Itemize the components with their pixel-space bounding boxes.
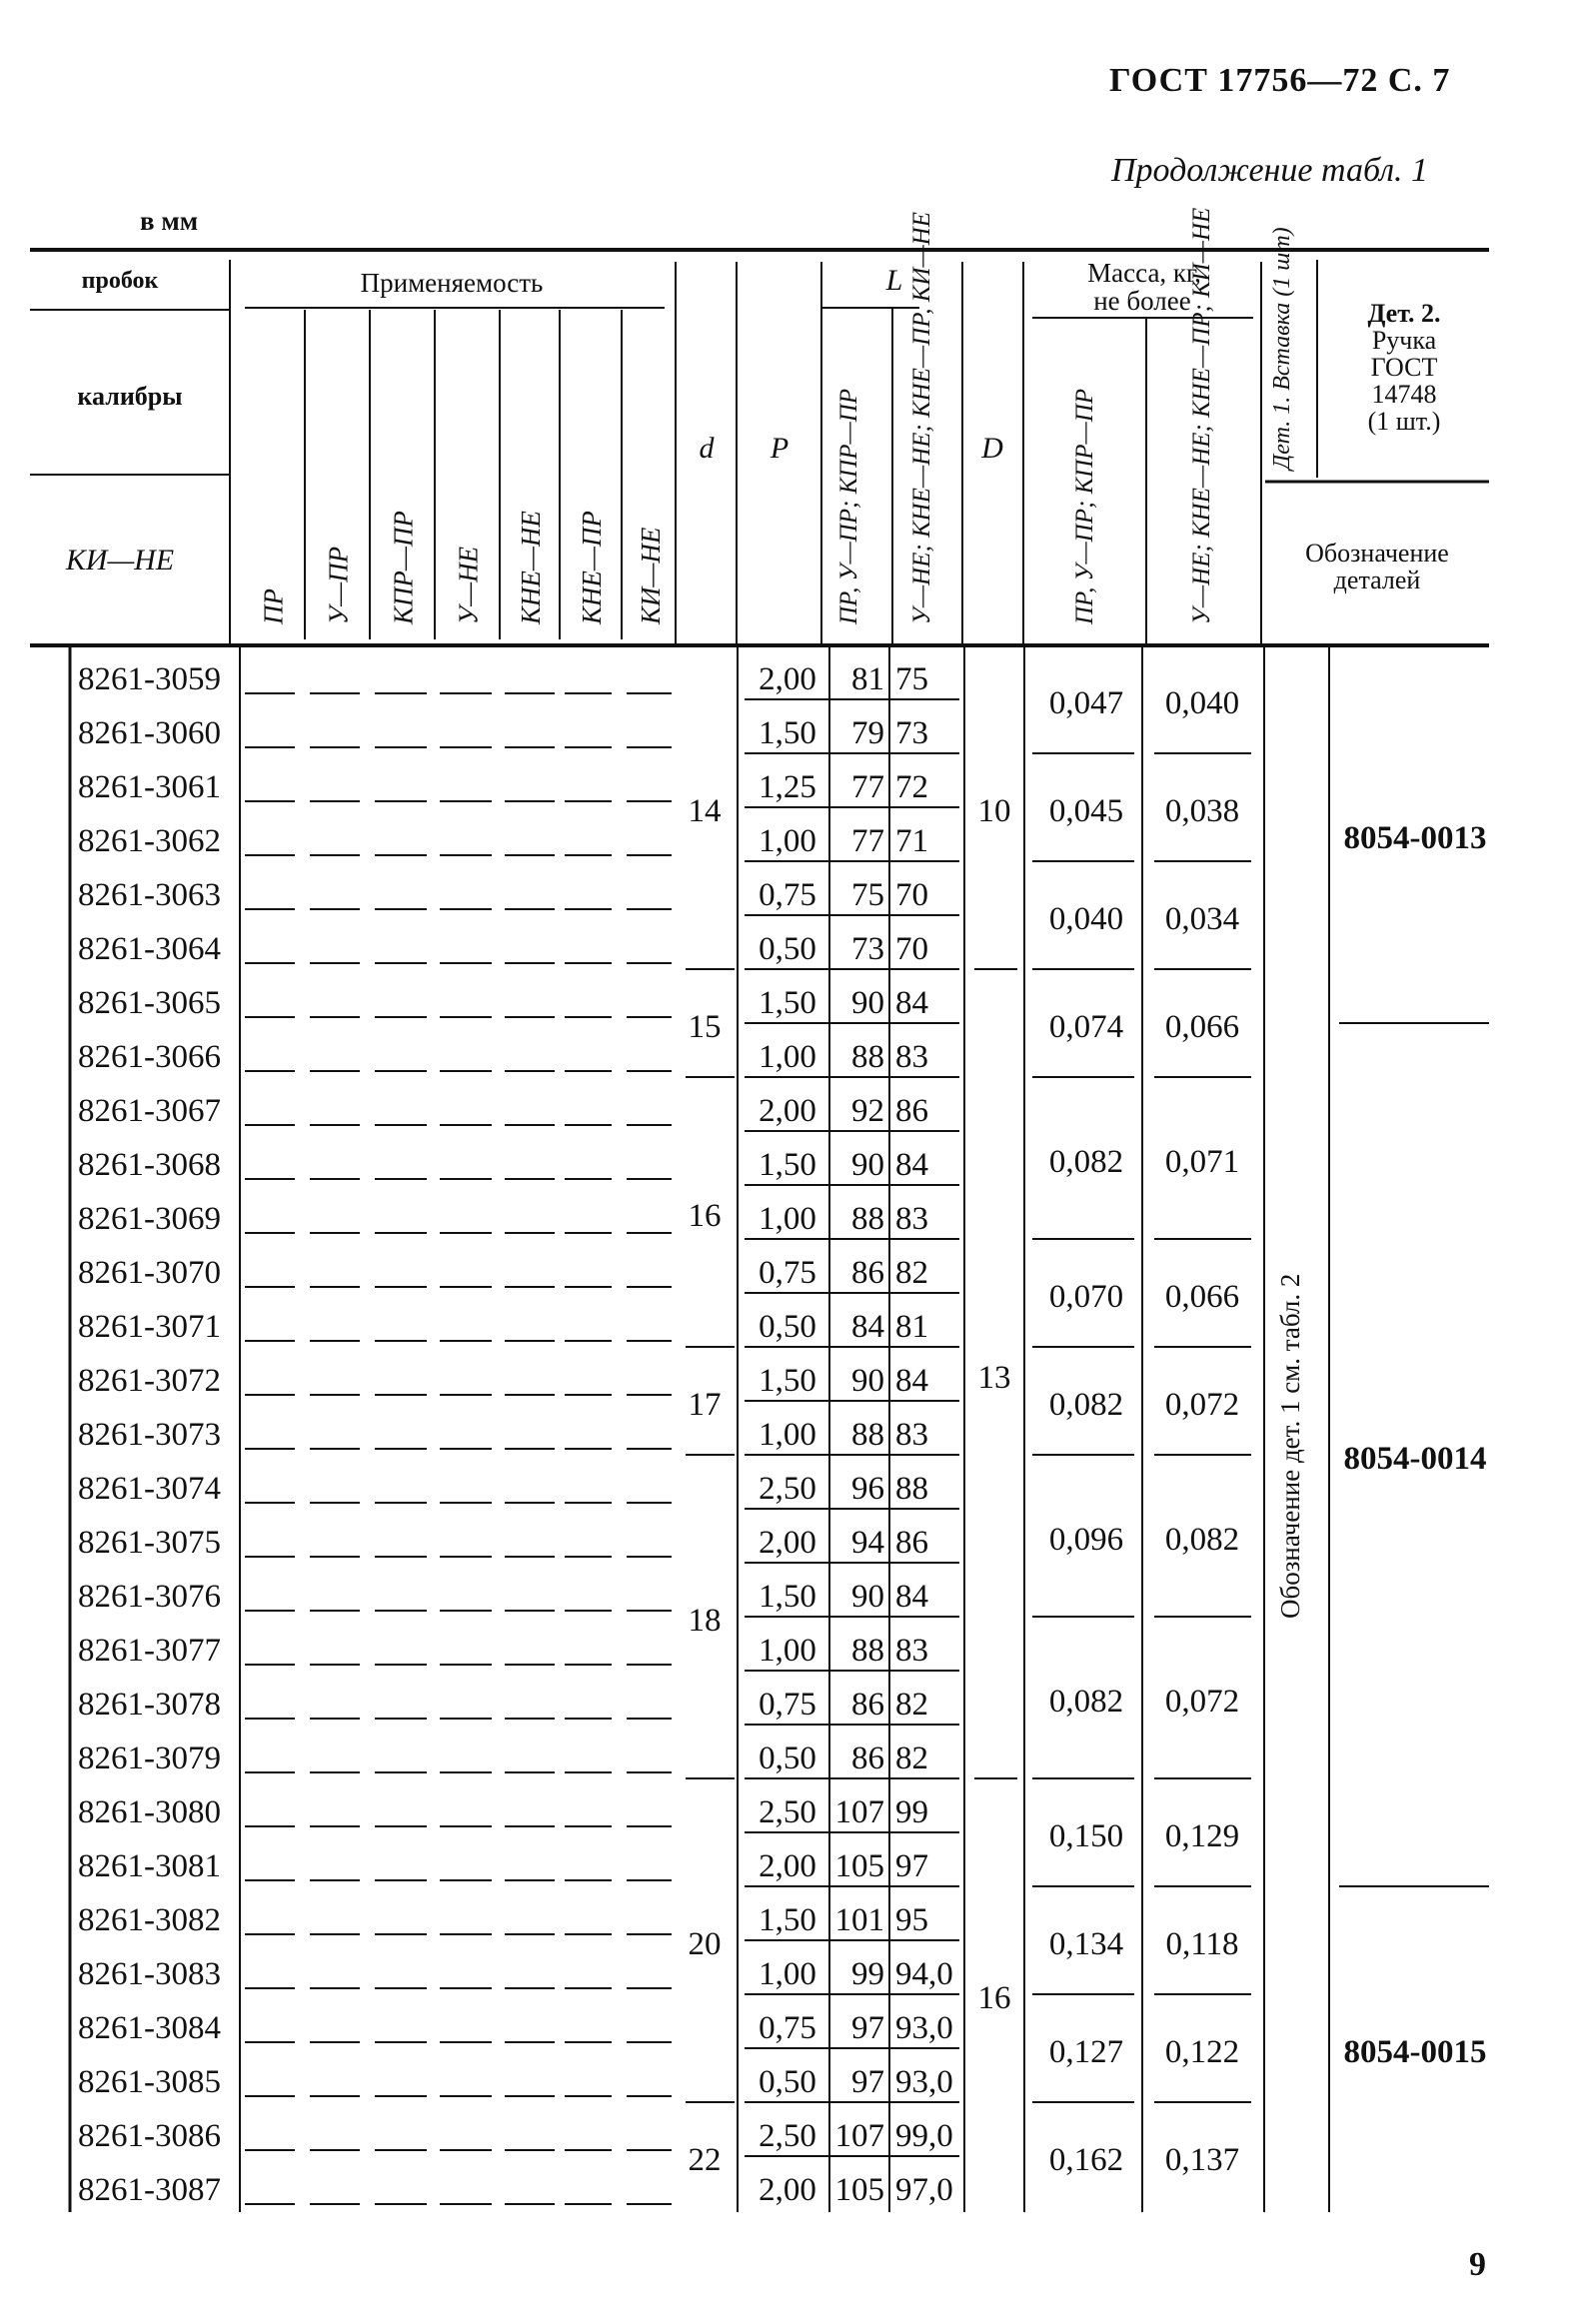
D-group-value: 10 xyxy=(977,793,1011,829)
mass-group-value-1: 0,096 xyxy=(1048,1522,1124,1558)
row-L1: 107 xyxy=(834,1794,884,1830)
handle-group-value: 8054-0015 xyxy=(1343,2034,1487,2070)
header-kalibry: калибры xyxy=(77,382,183,411)
row-code: 8261-3086 xyxy=(78,2118,221,2154)
row-L1: 84 xyxy=(851,1309,884,1345)
row-P: 2,50 xyxy=(759,2118,816,2154)
row-L2: 70 xyxy=(895,931,928,967)
header-mass-subtitle: не более xyxy=(1093,286,1191,316)
row-L1: 94 xyxy=(851,1525,884,1561)
row-L2: 70 xyxy=(895,877,928,913)
header-applicability-1: ПР xyxy=(258,588,289,624)
row-P: 0,75 xyxy=(759,2010,816,2046)
header-probok: пробок xyxy=(81,268,159,294)
row-P: 0,50 xyxy=(759,1309,816,1345)
row-code: 8261-3063 xyxy=(78,877,221,913)
mass-group-value-2: 0,066 xyxy=(1164,1009,1240,1045)
header-mass-title: Масса, кг, xyxy=(1087,258,1201,288)
row-L2: 83 xyxy=(895,1633,928,1669)
row-code: 8261-3072 xyxy=(78,1363,221,1399)
row-L1: 81 xyxy=(851,661,884,697)
row-L2: 99,0 xyxy=(895,2118,953,2154)
d-group-value: 16 xyxy=(688,1198,722,1234)
row-P: 1,00 xyxy=(759,1201,816,1237)
row-code: 8261-3064 xyxy=(78,931,221,967)
mass-group-value-1: 0,082 xyxy=(1048,1387,1124,1423)
row-P: 0,75 xyxy=(759,1687,816,1723)
row-L2: 94,0 xyxy=(895,1956,953,1992)
row-P: 2,00 xyxy=(759,661,816,697)
header-L: L xyxy=(885,264,903,297)
row-L1: 101 xyxy=(834,1902,884,1938)
row-L1: 88 xyxy=(851,1633,884,1669)
row-L1: 90 xyxy=(851,1363,884,1399)
mass-group-value-2: 0,072 xyxy=(1164,1684,1240,1720)
row-code: 8261-3076 xyxy=(78,1579,221,1615)
row-P: 0,75 xyxy=(759,1255,816,1291)
mass-group-value-1: 0,134 xyxy=(1048,1926,1124,1962)
header-L-sub2: У—НЕ; КНЕ—НЕ; КНЕ—ПР, КИ—НЕ xyxy=(908,211,935,624)
row-L2: 82 xyxy=(895,1741,928,1776)
mass-group-value-1: 0,162 xyxy=(1048,2142,1124,2178)
row-P: 1,50 xyxy=(759,1579,816,1615)
row-L2: 99 xyxy=(895,1794,928,1830)
mass-group-value-2: 0,071 xyxy=(1164,1144,1240,1180)
row-L2: 75 xyxy=(895,661,928,697)
mass-group-value-2: 0,072 xyxy=(1164,1387,1240,1423)
row-L1: 90 xyxy=(851,985,884,1021)
row-L1: 75 xyxy=(851,877,884,913)
row-P: 1,00 xyxy=(759,823,816,859)
mass-group-value-1: 0,150 xyxy=(1048,1818,1124,1854)
row-L2: 97 xyxy=(895,1848,928,1884)
header-primenyaemost: Применяемость xyxy=(360,268,544,298)
d-group-value: 20 xyxy=(688,1926,722,1962)
row-code: 8261-3069 xyxy=(78,1201,221,1237)
row-code: 8261-3065 xyxy=(78,985,221,1021)
row-code: 8261-3073 xyxy=(78,1417,221,1453)
row-P: 0,50 xyxy=(759,1741,816,1776)
mass-group-value-2: 0,118 xyxy=(1165,1926,1239,1962)
mass-group-value-1: 0,070 xyxy=(1048,1279,1124,1315)
header-oboz-line-1: Обозначение xyxy=(1305,539,1449,568)
row-P: 2,50 xyxy=(759,1471,816,1507)
mass-group-value-1: 0,127 xyxy=(1048,2034,1124,2070)
row-code: 8261-3080 xyxy=(78,1794,221,1830)
row-code: 8261-3067 xyxy=(78,1093,221,1129)
row-L2: 82 xyxy=(895,1687,928,1723)
row-code: 8261-3078 xyxy=(78,1687,221,1723)
row-P: 2,00 xyxy=(759,1525,816,1561)
header-applicability-5: КНЕ—НЕ xyxy=(516,511,546,624)
row-code: 8261-3060 xyxy=(78,715,221,751)
row-L1: 90 xyxy=(851,1147,884,1183)
header-det2-line-4: 14748 xyxy=(1371,380,1437,409)
d-group-value: 15 xyxy=(688,1009,722,1045)
row-code: 8261-3084 xyxy=(78,2010,221,2046)
row-L1: 86 xyxy=(851,1741,884,1776)
mass-group-value-2: 0,038 xyxy=(1164,793,1240,829)
row-code: 8261-3083 xyxy=(78,1956,221,1992)
row-L2: 95 xyxy=(895,1902,928,1938)
row-P: 0,50 xyxy=(759,2064,816,2100)
header-applicability-3: КПР—ПР xyxy=(388,511,419,624)
d-group-value: 18 xyxy=(688,1603,722,1639)
units-label: в мм xyxy=(140,206,199,236)
row-L1: 77 xyxy=(851,769,884,805)
mass-group-value-2: 0,082 xyxy=(1164,1522,1240,1558)
row-code: 8261-3071 xyxy=(78,1309,221,1345)
row-L2: 97,0 xyxy=(895,2172,953,2208)
row-L2: 83 xyxy=(895,1039,928,1075)
row-L1: 96 xyxy=(851,1471,884,1507)
det1-note: Обозначение дет. 1 см. табл. 2 xyxy=(1275,1273,1305,1619)
row-L1: 90 xyxy=(851,1579,884,1615)
row-code: 8261-3087 xyxy=(78,2172,221,2208)
row-L2: 86 xyxy=(895,1093,928,1129)
header-mass-sub2: У—НЕ; КНЕ—НЕ; КНЕ—ПР; КИ—НЕ xyxy=(1188,207,1215,624)
header-mass-sub1: ПР, У—ПР; КПР—ПР xyxy=(1071,388,1098,624)
row-P: 2,00 xyxy=(759,1848,816,1884)
row-P: 1,25 xyxy=(759,769,816,805)
row-P: 1,50 xyxy=(759,1902,816,1938)
row-L1: 79 xyxy=(851,715,884,751)
row-code: 8261-3075 xyxy=(78,1525,221,1561)
row-L2: 93,0 xyxy=(895,2064,953,2100)
mass-group-value-2: 0,122 xyxy=(1164,2034,1240,2070)
row-L2: 71 xyxy=(895,823,928,859)
row-L2: 86 xyxy=(895,1525,928,1561)
row-P: 2,00 xyxy=(759,1093,816,1129)
row-code: 8261-3085 xyxy=(78,2064,221,2100)
standard-header: ГОСТ 17756—72 С. 7 xyxy=(1109,62,1451,99)
row-L1: 86 xyxy=(851,1687,884,1723)
row-P: 1,00 xyxy=(759,1956,816,1992)
d-group-value: 14 xyxy=(688,793,722,829)
row-L1: 88 xyxy=(851,1417,884,1453)
header-applicability-4: У—НЕ xyxy=(453,546,484,624)
row-code: 8261-3082 xyxy=(78,1902,221,1938)
row-P: 2,50 xyxy=(759,1794,816,1830)
row-L2: 73 xyxy=(895,715,928,751)
header-L-sub1: ПР, У—ПР; КПР—ПР xyxy=(835,388,862,624)
row-P: 1,00 xyxy=(759,1633,816,1669)
row-P: 0,75 xyxy=(759,877,816,913)
mass-group-value-2: 0,040 xyxy=(1164,685,1240,721)
D-group-value: 16 xyxy=(977,1980,1011,2016)
table-body xyxy=(78,661,1489,2208)
mass-group-value-2: 0,137 xyxy=(1164,2142,1240,2178)
row-L2: 84 xyxy=(895,985,928,1021)
row-P: 1,00 xyxy=(759,1417,816,1453)
row-code: 8261-3059 xyxy=(78,661,221,697)
mass-group-value-1: 0,045 xyxy=(1048,793,1124,829)
row-code: 8261-3079 xyxy=(78,1741,221,1776)
d-group-value: 17 xyxy=(688,1387,722,1423)
mass-group-value-1: 0,074 xyxy=(1048,1009,1124,1045)
row-code: 8261-3077 xyxy=(78,1633,221,1669)
mass-group-value-1: 0,047 xyxy=(1048,685,1124,721)
row-code: 8261-3061 xyxy=(78,769,221,805)
header-applicability-2: У—ПР xyxy=(323,546,354,624)
row-L1: 88 xyxy=(851,1201,884,1237)
header-det2-line-1: Дет. 2. xyxy=(1367,299,1441,328)
row-L1: 107 xyxy=(834,2118,884,2154)
row-L1: 77 xyxy=(851,823,884,859)
row-L1: 105 xyxy=(834,2172,884,2208)
row-L1: 92 xyxy=(851,1093,884,1129)
header-det2-line-5: (1 шт.) xyxy=(1367,407,1441,436)
page-number: 9 xyxy=(1469,2246,1486,2283)
row-L1: 97 xyxy=(851,2010,884,2046)
row-P: 1,50 xyxy=(759,715,816,751)
mass-group-value-2: 0,129 xyxy=(1164,1818,1240,1854)
row-P: 2,00 xyxy=(759,2172,816,2208)
row-code: 8261-3081 xyxy=(78,1848,221,1884)
header-det1: Дет. 1. Вставка (1 шт) xyxy=(1269,227,1295,470)
header-d: d xyxy=(699,432,715,465)
row-L1: 73 xyxy=(851,931,884,967)
header-applicability-6: КНЕ—ПР xyxy=(577,511,607,624)
row-L2: 84 xyxy=(895,1147,928,1183)
row-L1: 99 xyxy=(851,1956,884,1992)
header-oboz-line-2: деталей xyxy=(1333,566,1421,594)
header-det2-line-2: Ручка xyxy=(1371,326,1437,355)
mass-group-value-1: 0,082 xyxy=(1048,1684,1124,1720)
row-L1: 86 xyxy=(851,1255,884,1291)
row-P: 1,50 xyxy=(759,1363,816,1399)
row-L2: 84 xyxy=(895,1579,928,1615)
row-L2: 72 xyxy=(895,769,928,805)
mass-group-value-1: 0,040 xyxy=(1048,901,1124,937)
d-group-value: 22 xyxy=(688,2142,722,2178)
row-P: 1,50 xyxy=(759,985,816,1021)
table-continuation-label: Продолжение табл. 1 xyxy=(1111,152,1429,189)
handle-group-value: 8054-0013 xyxy=(1343,820,1487,856)
row-L1: 105 xyxy=(834,1848,884,1884)
row-L2: 83 xyxy=(895,1417,928,1453)
row-P: 1,00 xyxy=(759,1039,816,1075)
D-group-value: 13 xyxy=(977,1360,1011,1396)
row-P: 0,50 xyxy=(759,931,816,967)
row-L2: 82 xyxy=(895,1255,928,1291)
mass-group-value-2: 0,034 xyxy=(1164,901,1240,937)
row-P: 1,50 xyxy=(759,1147,816,1183)
row-L2: 84 xyxy=(895,1363,928,1399)
row-L1: 88 xyxy=(851,1039,884,1075)
row-code: 8261-3066 xyxy=(78,1039,221,1075)
header-det2-line-3: ГОСТ xyxy=(1370,353,1438,382)
mass-group-value-1: 0,082 xyxy=(1048,1144,1124,1180)
header-P: P xyxy=(770,432,789,465)
row-L2: 93,0 xyxy=(895,2010,953,2046)
row-code: 8261-3068 xyxy=(78,1147,221,1183)
row-code: 8261-3062 xyxy=(78,823,221,859)
table-header xyxy=(65,208,1449,625)
header-applicability-7: КИ—НЕ xyxy=(636,527,666,624)
row-L2: 88 xyxy=(895,1471,928,1507)
row-L1: 97 xyxy=(851,2064,884,2100)
row-L2: 83 xyxy=(895,1201,928,1237)
row-code: 8261-3074 xyxy=(78,1471,221,1507)
header-ki-ne: КИ—НЕ xyxy=(65,544,175,577)
header-D: D xyxy=(981,432,1003,465)
handle-group-value: 8054-0014 xyxy=(1343,1441,1487,1477)
mass-group-value-2: 0,066 xyxy=(1164,1279,1240,1315)
row-code: 8261-3070 xyxy=(78,1255,221,1291)
row-L2: 81 xyxy=(895,1309,928,1345)
